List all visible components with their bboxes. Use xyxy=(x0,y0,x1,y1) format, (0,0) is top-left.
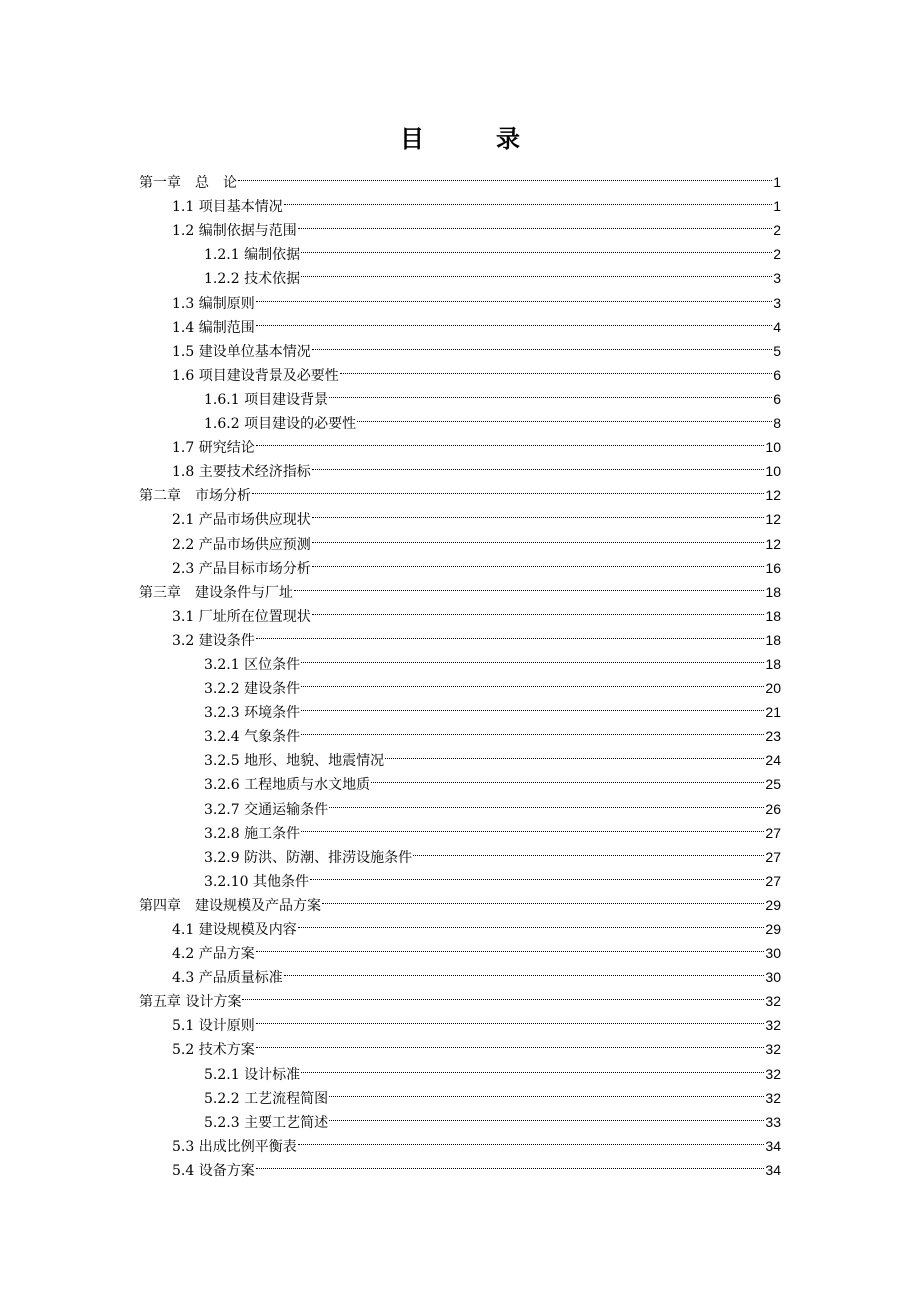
toc-page-number: 34 xyxy=(765,1137,781,1154)
toc-page-number: 6 xyxy=(773,366,781,383)
toc-page-number: 21 xyxy=(765,704,781,721)
page-title: 目 录 xyxy=(400,124,544,153)
toc-entry-title: 5.2.3 主要工艺简述 xyxy=(204,1114,329,1131)
toc-page-number: 29 xyxy=(765,896,781,913)
toc-page-number: 30 xyxy=(765,969,781,986)
toc-dot-leader xyxy=(242,982,764,1006)
toc-dot-leader xyxy=(256,621,765,645)
toc-entry-title: 1.2 编制依据与范围 xyxy=(172,223,297,240)
toc-page-number: 6 xyxy=(773,390,781,407)
toc-entry-title: 1.1 项目基本情况 xyxy=(172,199,283,216)
toc-entry-title: 1.2.2 技术依据 xyxy=(204,271,301,288)
toc-dot-leader xyxy=(329,789,764,813)
toc-page-number: 25 xyxy=(765,776,781,793)
toc-entry-title: 3.2.10 其他条件 xyxy=(204,873,309,890)
toc-entry-title: 第五章 设计方案 xyxy=(139,994,242,1011)
toc-entry-title: 1.8 主要技术经济指标 xyxy=(172,464,311,481)
toc-page-number: 2 xyxy=(773,246,781,263)
toc-dot-leader xyxy=(284,958,765,982)
toc-page-number: 34 xyxy=(765,1161,781,1178)
toc-dot-leader xyxy=(298,910,765,934)
toc-dot-leader xyxy=(256,283,772,307)
toc-page-number: 10 xyxy=(765,463,781,480)
toc-entry-title: 2.2 产品市场供应预测 xyxy=(172,536,311,553)
toc-entry-title: 4.2 产品方案 xyxy=(172,946,255,963)
toc-dot-leader xyxy=(256,428,765,452)
toc-dot-leader xyxy=(340,356,772,380)
toc-page-number: 18 xyxy=(765,583,781,600)
toc-page-number: 29 xyxy=(765,921,781,937)
toc-page-number: 18 xyxy=(765,607,781,624)
toc-page-number: 27 xyxy=(765,848,781,865)
toc-dot-leader xyxy=(301,1054,764,1078)
toc-page-number: 3 xyxy=(773,294,781,311)
toc-dot-leader xyxy=(312,332,772,356)
toc-dot-leader xyxy=(256,1006,765,1030)
toc-entry-title: 4.3 产品质量标准 xyxy=(172,970,283,987)
toc-dot-leader xyxy=(301,669,764,693)
toc-page-number: 12 xyxy=(765,535,781,552)
toc-dot-leader xyxy=(310,862,764,886)
toc-entry-title: 3.2.6 工程地质与水文地质 xyxy=(204,777,371,794)
toc-page-number: 5 xyxy=(773,342,781,359)
toc-entry-title: 1.5 建设单位基本情况 xyxy=(172,343,311,360)
toc-entry-title: 4.1 建设规模及内容 xyxy=(172,922,297,938)
toc-page-number: 33 xyxy=(765,1113,781,1130)
toc-entry-title: 5.2.2 工艺流程简图 xyxy=(204,1090,329,1107)
toc-dot-leader xyxy=(284,187,772,211)
table-of-contents xyxy=(139,163,781,1179)
toc-page-number: 12 xyxy=(765,511,781,528)
toc-entry-title: 1.2.1 编制依据 xyxy=(204,247,301,264)
toc-dot-leader xyxy=(301,693,764,717)
toc-page-number: 3 xyxy=(773,270,781,287)
toc-dot-leader xyxy=(294,573,764,597)
toc-page-number: 16 xyxy=(765,559,781,576)
toc-dot-leader xyxy=(329,1079,764,1103)
toc-dot-leader xyxy=(256,934,765,958)
toc-dot-leader xyxy=(298,1127,765,1151)
toc-page-number: 4 xyxy=(773,318,781,335)
toc-page-number: 8 xyxy=(773,415,781,432)
toc-entry[interactable] xyxy=(139,163,781,192)
toc-entry-title: 5.1 设计原则 xyxy=(172,1018,255,1035)
toc-page-number: 32 xyxy=(765,1041,781,1058)
toc-entry-title: 第二章 市场分析 xyxy=(139,488,251,505)
toc-dot-leader xyxy=(301,717,764,741)
toc-page-number: 18 xyxy=(765,631,781,648)
toc-page-number: 1 xyxy=(773,198,781,215)
toc-entry-title: 1.6.1 项目建设背景 xyxy=(204,391,329,408)
toc-entry-title: 3.2.5 地形、地貌、地震情况 xyxy=(204,753,385,770)
toc-dot-leader xyxy=(256,308,772,332)
toc-dot-leader xyxy=(312,500,765,524)
toc-dot-leader xyxy=(301,814,764,838)
toc-dot-leader xyxy=(312,452,765,476)
toc-entry-title: 3.2 建设条件 xyxy=(172,632,255,649)
toc-page-number: 30 xyxy=(765,945,781,962)
toc-dot-leader xyxy=(312,524,765,548)
toc-entry-title: 5.4 设备方案 xyxy=(172,1162,255,1179)
toc-entry-title: 1.6.2 项目建设的必要性 xyxy=(204,416,357,433)
toc-entry-title: 3.2.4 气象条件 xyxy=(204,729,301,746)
toc-entry-title: 1.7 研究结论 xyxy=(172,440,255,457)
toc-page-number: 23 xyxy=(765,728,781,745)
toc-page-number: 27 xyxy=(765,872,781,889)
toc-entry-title: 第三章 建设条件与厂址 xyxy=(139,584,293,601)
toc-page-number: 18 xyxy=(765,655,781,672)
toc-dot-leader xyxy=(385,741,764,765)
toc-dot-leader xyxy=(329,380,772,404)
toc-entry-title: 3.2.2 建设条件 xyxy=(204,681,301,698)
toc-page-number: 32 xyxy=(765,1065,781,1082)
toc-page-number: 32 xyxy=(765,993,781,1010)
toc-page-number: 20 xyxy=(765,680,781,697)
toc-page-number: 1 xyxy=(773,174,781,191)
toc-entry-title: 1.4 编制范围 xyxy=(172,319,255,336)
toc-dot-leader xyxy=(371,765,764,789)
toc-dot-leader xyxy=(301,235,772,259)
toc-entry-title: 5.2 技术方案 xyxy=(172,1042,255,1059)
toc-entry-title: 3.2.7 交通运输条件 xyxy=(204,801,329,818)
toc-page-number: 26 xyxy=(765,800,781,817)
toc-dot-leader xyxy=(322,886,764,910)
toc-entry-title: 1.6 项目建设背景及必要性 xyxy=(172,367,339,384)
toc-page-number: 32 xyxy=(765,1089,781,1106)
toc-entry-title: 3.2.3 环境条件 xyxy=(204,705,301,722)
toc-entry-title: 2.3 产品目标市场分析 xyxy=(172,560,311,577)
toc-entry-title: 5.2.1 设计标准 xyxy=(204,1066,301,1083)
toc-page-number: 24 xyxy=(765,752,781,769)
toc-dot-leader xyxy=(256,1151,765,1175)
toc-dot-leader xyxy=(357,404,772,428)
toc-dot-leader xyxy=(413,838,764,862)
toc-page-number: 32 xyxy=(765,1017,781,1034)
toc-entry-title: 第四章 建设规模及产品方案 xyxy=(139,897,321,914)
toc-entry-title: 1.3 编制原则 xyxy=(172,295,255,312)
toc-dot-leader xyxy=(312,549,765,573)
toc-entry-title: 3.1 厂址所在位置现状 xyxy=(172,608,311,625)
toc-entry-title: 第一章 总 论 xyxy=(139,175,237,192)
toc-page-number: 27 xyxy=(765,824,781,841)
toc-dot-leader xyxy=(301,259,772,283)
toc-entry-title: 3.2.8 施工条件 xyxy=(204,825,301,842)
toc-entry-title: 3.2.9 防洪、防潮、排涝设施条件 xyxy=(204,849,413,866)
toc-dot-leader xyxy=(238,163,772,187)
toc-dot-leader xyxy=(256,1030,765,1054)
toc-page-number: 2 xyxy=(773,222,781,239)
toc-dot-leader xyxy=(301,645,764,669)
toc-dot-leader xyxy=(298,211,772,235)
toc-entry-title: 2.1 产品市场供应现状 xyxy=(172,512,311,529)
toc-dot-leader xyxy=(312,597,765,621)
toc-dot-leader xyxy=(329,1103,764,1127)
toc-page-number: 12 xyxy=(765,487,781,504)
toc-dot-leader xyxy=(252,476,764,500)
toc-page-number: 10 xyxy=(765,439,781,456)
toc-entry-title: 3.2.1 区位条件 xyxy=(204,656,301,673)
toc-entry-title: 5.3 出成比例平衡表 xyxy=(172,1138,297,1155)
